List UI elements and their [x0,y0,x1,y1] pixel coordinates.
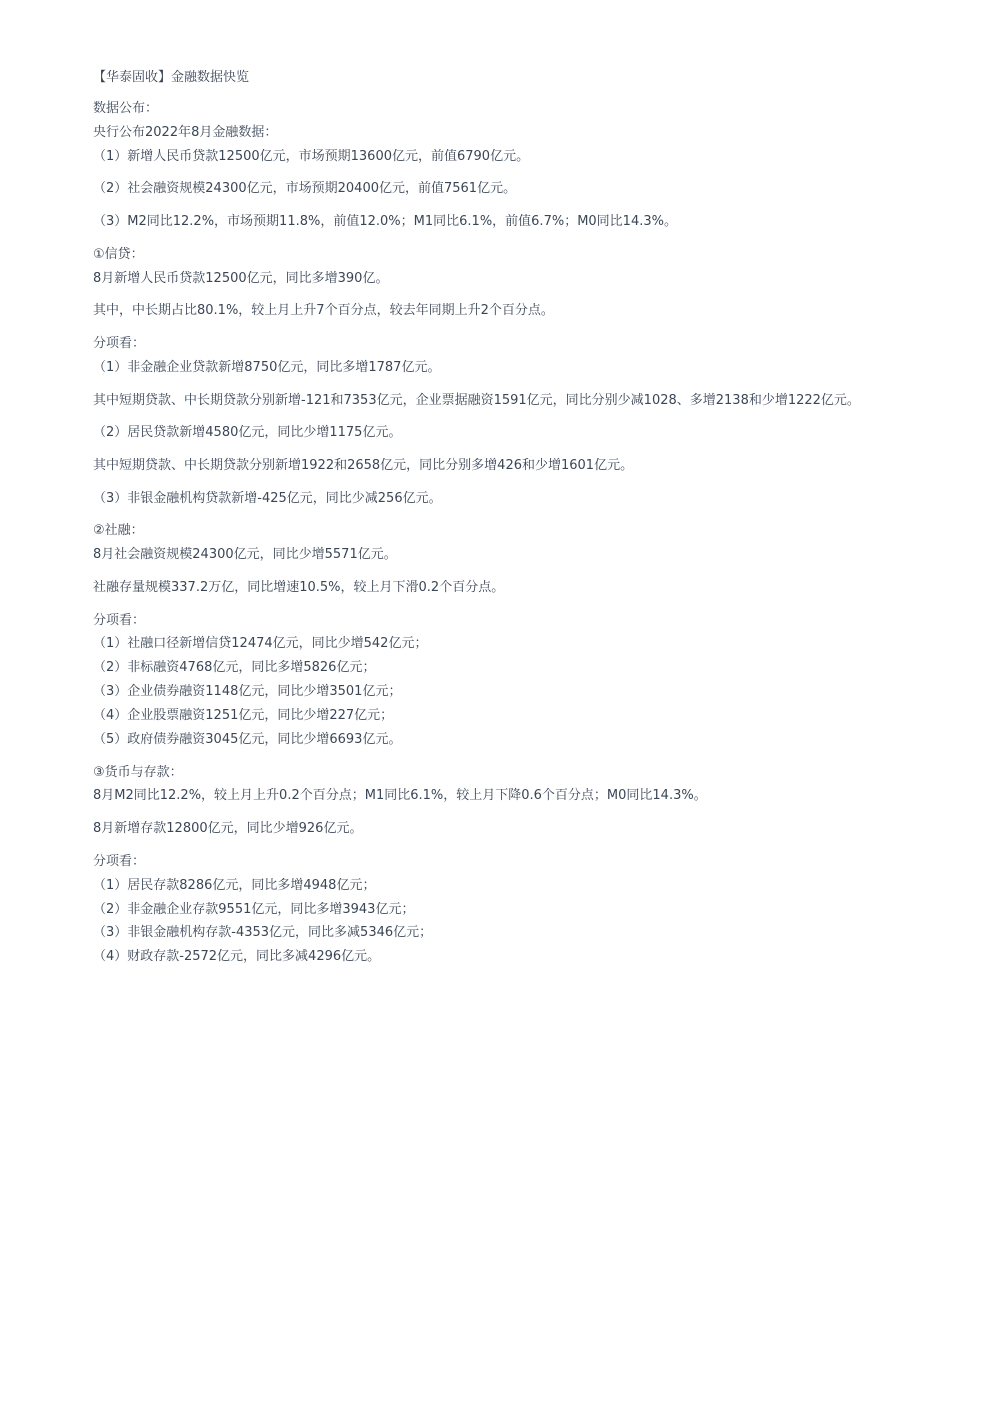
list-item: （2）居民贷款新增4580亿元，同比少增1175亿元。 [93,425,402,440]
section-heading-release: 数据公布： [93,101,159,116]
list-item: （1）非金融企业贷款新增8750亿元，同比多增1787亿元。 [93,360,441,375]
subheading: 分项看： [93,613,146,628]
list-item: （3）企业债券融资1148亿元，同比少增3501亿元； [93,684,402,699]
section-heading-credit: ①信贷： [93,247,144,262]
paragraph: 8月新增人民币贷款12500亿元，同比多增390亿。 [93,271,389,286]
list-item: （4）财政存款-2572亿元，同比多减4296亿元。 [93,949,381,964]
paragraph: 8月M2同比12.2%，较上月上升0.2个百分点；M1同比6.1%，较上月下降0.6个百分点；M0同比14.3%。 [93,788,707,803]
list-item: （2）非金融企业存款9551亿元，同比多增3943亿元； [93,902,415,917]
list-item: （5）政府债券融资3045亿元，同比少增6693亿元。 [93,732,402,747]
section-heading-tsf: ②社融： [93,523,144,538]
subheading: 分项看： [93,336,146,351]
list-item: （4）企业股票融资1251亿元，同比少增227亿元； [93,708,394,723]
list-item: （2）社会融资规模24300亿元，市场预期20400亿元，前值7561亿元。 [93,181,517,196]
paragraph: 其中，中长期占比80.1%，较上月上升7个百分点，较去年同期上升2个百分点。 [93,303,554,318]
document-title: 【华泰固收】金融数据快览 [93,70,250,85]
paragraph: 社融存量规模337.2万亿，同比增速10.5%，较上月下滑0.2个百分点。 [93,580,505,595]
paragraph: 8月社会融资规模24300亿元，同比少增5571亿元。 [93,547,397,562]
subheading: 分项看： [93,854,146,869]
list-item: （3）M2同比12.2%，市场预期11.8%，前值12.0%；M1同比6.1%，前值6.7%；M0同比14.3%。 [93,214,677,229]
list-item: （1）新增人民币贷款12500亿元，市场预期13600亿元，前值6790亿元。 [93,149,530,164]
list-item: （2）非标融资4768亿元，同比多增5826亿元； [93,660,376,675]
section-heading-money: ③货币与存款： [93,765,183,780]
list-item: （3）非银金融机构贷款新增-425亿元，同比少减256亿元。 [93,491,442,506]
list-item: （3）非银金融机构存款-4353亿元，同比多减5346亿元； [93,925,433,940]
paragraph: 央行公布2022年8月金融数据： [93,125,278,140]
paragraph: 8月新增存款12800亿元，同比少增926亿元。 [93,821,363,836]
list-item: （1）社融口径新增信贷12474亿元，同比少增542亿元； [93,636,428,651]
list-item: （1）居民存款8286亿元，同比多增4948亿元； [93,878,376,893]
paragraph: 其中短期贷款、中长期贷款分别新增-121和7353亿元，企业票据融资1591亿元，同比分别少减1028、多增2138和少增1222亿元。 [93,393,860,408]
paragraph: 其中短期贷款、中长期贷款分别新增1922和2658亿元，同比分别多增426和少增1601亿元。 [93,458,634,473]
